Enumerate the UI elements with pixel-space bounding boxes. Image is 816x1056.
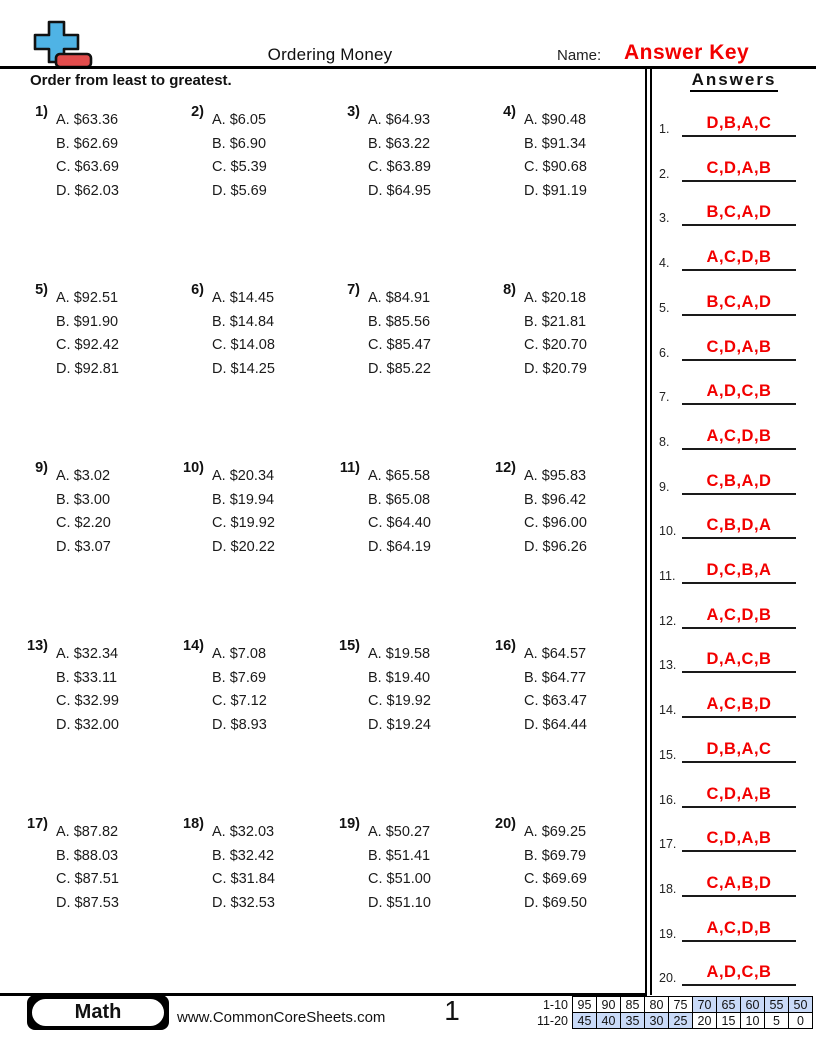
answer-value: D,B,A,C xyxy=(682,114,796,137)
problem-options xyxy=(212,100,267,203)
problem-option: B. $32.42 xyxy=(212,847,275,864)
problem-option: C. $5.39 xyxy=(212,159,267,175)
problem-option: C. $31.84 xyxy=(212,871,275,887)
name-label: Name: xyxy=(557,47,602,64)
problem-option: A. $87.82 xyxy=(56,824,119,840)
page-number: 1 xyxy=(444,995,460,1026)
problem-number: 2) xyxy=(191,104,204,120)
answer-value: A,C,D,B xyxy=(682,919,796,942)
problem-number: 1) xyxy=(35,104,48,120)
problem-option: D. $92.81 xyxy=(56,360,119,377)
answer-number: 19. xyxy=(659,926,677,941)
answer-value: D,A,C,B xyxy=(682,650,796,673)
problem-option: D. $32.53 xyxy=(212,894,275,911)
answer-value: B,C,A,D xyxy=(682,293,796,316)
answer-value: C,D,A,B xyxy=(682,785,796,808)
answer-row xyxy=(652,550,816,584)
score-cell: 70 xyxy=(693,997,717,1013)
problem-block xyxy=(8,100,164,278)
answer-number: 7. xyxy=(659,390,670,405)
answer-value: A,D,C,B xyxy=(682,382,796,405)
answer-value: A,C,D,B xyxy=(682,606,796,629)
answer-value: C,D,A,B xyxy=(682,829,796,852)
problem-block xyxy=(8,456,164,634)
score-cell: 75 xyxy=(669,997,693,1013)
answer-row xyxy=(652,684,816,718)
problem-option: D. $5.69 xyxy=(212,182,267,199)
problem-option: D. $85.22 xyxy=(368,360,431,377)
problem-number: 15) xyxy=(339,638,360,654)
instruction-text: Order from least to greatest. xyxy=(30,72,232,89)
problem-option: B. $85.56 xyxy=(368,313,431,330)
problem-options xyxy=(212,812,275,915)
problem-block xyxy=(320,100,476,278)
answer-value: D,C,B,A xyxy=(682,561,796,584)
answer-row xyxy=(652,952,816,986)
problem-number: 6) xyxy=(191,282,204,298)
problem-block xyxy=(476,812,632,990)
problem-number: 3) xyxy=(347,104,360,120)
problem-option: D. $64.19 xyxy=(368,538,431,555)
problem-option: B. $65.08 xyxy=(368,491,431,508)
problem-option: A. $64.57 xyxy=(524,646,587,662)
answer-number: 12. xyxy=(659,613,677,628)
answer-number: 8. xyxy=(659,434,670,449)
problem-option: C. $63.89 xyxy=(368,159,431,175)
problem-option: A. $69.25 xyxy=(524,824,587,840)
problem-option: B. $88.03 xyxy=(56,847,119,864)
score-cell: 25 xyxy=(669,1013,693,1029)
page-title: Ordering Money xyxy=(267,45,393,64)
problem-options xyxy=(524,812,587,915)
problem-number: 12) xyxy=(495,460,516,476)
answer-value: C,D,A,B xyxy=(682,159,796,182)
problem-option: C. $7.12 xyxy=(212,693,267,709)
problem-number: 14) xyxy=(183,638,204,654)
problem-option: D. $20.22 xyxy=(212,538,275,555)
problem-option: B. $69.79 xyxy=(524,847,587,864)
problem-options xyxy=(56,100,119,203)
problem-option: B. $19.40 xyxy=(368,669,431,686)
problem-number: 19) xyxy=(339,816,360,832)
problem-block xyxy=(8,634,164,812)
problem-option: C. $69.69 xyxy=(524,871,587,887)
problem-number: 10) xyxy=(183,460,204,476)
answer-number: 10. xyxy=(659,524,677,539)
problem-option: B. $21.81 xyxy=(524,313,587,330)
score-cell: 20 xyxy=(693,1013,717,1029)
subject-badge xyxy=(27,995,169,1030)
answer-value: D,B,A,C xyxy=(682,740,796,763)
problem-block xyxy=(164,456,320,634)
problem-number: 20) xyxy=(495,816,516,832)
answers-header xyxy=(652,70,816,90)
problem-option: A. $90.48 xyxy=(524,112,587,128)
problem-option: C. $2.20 xyxy=(56,515,111,531)
answer-row xyxy=(652,416,816,450)
problem-option: C. $85.47 xyxy=(368,337,431,353)
problem-option: B. $14.84 xyxy=(212,313,275,330)
problem-block xyxy=(164,100,320,278)
answers-divider-line xyxy=(645,66,652,995)
score-cell: 30 xyxy=(645,1013,669,1029)
answer-row xyxy=(652,192,816,226)
problem-option: C. $20.70 xyxy=(524,337,587,353)
score-cell: 35 xyxy=(621,1013,645,1029)
score-cell: 50 xyxy=(789,997,813,1013)
answer-number: 15. xyxy=(659,747,677,762)
problem-number: 5) xyxy=(35,282,48,298)
problem-option: A. $19.58 xyxy=(368,646,431,662)
problem-option: A. $20.18 xyxy=(524,290,587,306)
answer-key-value: Answer Key xyxy=(624,41,750,64)
answer-row xyxy=(652,327,816,361)
problem-option: A. $7.08 xyxy=(212,646,267,662)
problem-option: D. $64.95 xyxy=(368,182,431,199)
answer-row xyxy=(652,282,816,316)
problem-option: D. $87.53 xyxy=(56,894,119,911)
problem-option: A. $63.36 xyxy=(56,112,119,128)
problem-number: 8) xyxy=(503,282,516,298)
answer-row xyxy=(652,863,816,897)
answer-number: 5. xyxy=(659,300,670,315)
answer-number: 14. xyxy=(659,703,677,718)
problem-option: C. $14.08 xyxy=(212,337,275,353)
score-cell: 10 xyxy=(741,1013,765,1029)
answer-number: 13. xyxy=(659,658,677,673)
problem-option: B. $33.11 xyxy=(56,669,118,686)
problem-option: C. $63.47 xyxy=(524,693,587,709)
problem-options xyxy=(368,100,431,203)
problem-option: B. $91.90 xyxy=(56,313,119,330)
answer-value: A,C,D,B xyxy=(682,248,796,271)
problem-option: A. $50.27 xyxy=(368,824,431,840)
problem-options xyxy=(212,634,267,737)
score-cell: 90 xyxy=(597,997,621,1013)
answer-number: 4. xyxy=(659,256,670,271)
problem-option: D. $20.79 xyxy=(524,360,587,377)
problem-option: C. $19.92 xyxy=(212,515,275,531)
answer-row xyxy=(652,729,816,763)
answer-row xyxy=(652,639,816,673)
problem-option: B. $63.22 xyxy=(368,135,431,152)
problem-block xyxy=(320,278,476,456)
score-cell: 45 xyxy=(573,1013,597,1029)
problem-block xyxy=(164,278,320,456)
answer-value: C,B,D,A xyxy=(682,516,796,539)
answer-row xyxy=(652,774,816,808)
answer-row xyxy=(652,595,816,629)
problem-options xyxy=(56,456,111,559)
problem-option: B. $62.69 xyxy=(56,135,119,152)
score-table xyxy=(537,996,813,1029)
problem-option: B. $96.42 xyxy=(524,491,587,508)
problem-block xyxy=(320,812,476,990)
problem-option: A. $20.34 xyxy=(212,468,275,484)
problem-block xyxy=(8,812,164,990)
problem-options xyxy=(524,456,587,559)
answer-row xyxy=(652,461,816,495)
problem-option: C. $87.51 xyxy=(56,871,119,887)
problem-block xyxy=(320,456,476,634)
problem-options xyxy=(368,456,431,559)
website-url: www.CommonCoreSheets.com xyxy=(177,1009,386,1026)
answer-number: 16. xyxy=(659,792,677,807)
problem-number: 11) xyxy=(339,460,360,476)
problem-option: B. $19.94 xyxy=(212,491,275,508)
problem-number: 13) xyxy=(27,638,48,654)
problem-block xyxy=(8,278,164,456)
problem-option: C. $19.92 xyxy=(368,693,431,709)
problem-option: D. $32.00 xyxy=(56,716,119,733)
problem-options xyxy=(368,812,431,915)
problem-option: D. $51.10 xyxy=(368,894,431,911)
problem-option: C. $92.42 xyxy=(56,337,119,353)
answer-value: C,D,A,B xyxy=(682,338,796,361)
problem-option: B. $7.69 xyxy=(212,669,267,686)
answer-number: 20. xyxy=(659,971,677,986)
answers-title: Answers xyxy=(690,70,779,92)
problem-option: D. $96.26 xyxy=(524,538,587,555)
answer-row xyxy=(652,148,816,182)
problem-block xyxy=(476,100,632,278)
problem-option: A. $65.58 xyxy=(368,468,431,484)
problem-option: B. $6.90 xyxy=(212,135,267,152)
answer-row xyxy=(652,371,816,405)
answer-number: 2. xyxy=(659,166,670,181)
problem-option: A. $6.05 xyxy=(212,112,267,128)
score-cell: 0 xyxy=(789,1013,813,1029)
problem-option: A. $64.93 xyxy=(368,112,431,128)
problem-number: 4) xyxy=(503,104,516,120)
problem-options xyxy=(368,634,431,737)
answer-value: C,A,B,D xyxy=(682,874,796,897)
problem-option: A. $3.02 xyxy=(56,468,111,484)
problem-block xyxy=(476,456,632,634)
answer-row xyxy=(652,103,816,137)
problem-options xyxy=(524,634,587,737)
problem-block xyxy=(476,634,632,812)
score-cell: 55 xyxy=(765,997,789,1013)
score-cell: 80 xyxy=(645,997,669,1013)
answer-number: 18. xyxy=(659,881,677,896)
score-range-label: 11-20 xyxy=(536,1013,568,1028)
problem-options xyxy=(524,278,587,381)
answer-row xyxy=(652,908,816,942)
problem-options xyxy=(368,278,431,381)
problem-option: D. $69.50 xyxy=(524,894,587,911)
problem-option: A. $32.34 xyxy=(56,646,119,662)
problem-option: B. $91.34 xyxy=(524,135,587,152)
problem-options xyxy=(56,812,119,915)
problem-option: B. $3.00 xyxy=(56,491,111,508)
problem-option: A. $84.91 xyxy=(368,290,431,306)
problem-options xyxy=(524,100,587,203)
problem-option: C. $63.69 xyxy=(56,159,119,175)
problem-option: C. $51.00 xyxy=(368,871,431,887)
problem-option: D. $64.44 xyxy=(524,716,587,733)
problem-block xyxy=(320,634,476,812)
answer-value: A,D,C,B xyxy=(682,963,796,986)
problem-options xyxy=(56,634,119,737)
problem-option: C. $64.40 xyxy=(368,515,431,531)
problem-block xyxy=(164,812,320,990)
problem-option: D. $62.03 xyxy=(56,182,119,199)
answer-value: C,B,A,D xyxy=(682,472,796,495)
problem-option: D. $3.07 xyxy=(56,538,111,555)
problem-option: D. $8.93 xyxy=(212,716,267,733)
problem-option: D. $19.24 xyxy=(368,716,431,733)
problems-grid xyxy=(8,100,636,990)
problem-option: C. $96.00 xyxy=(524,515,587,531)
score-cell: 95 xyxy=(573,997,597,1013)
problem-option: B. $64.77 xyxy=(524,669,587,686)
problem-option: A. $92.51 xyxy=(56,290,119,306)
score-cell: 60 xyxy=(741,997,765,1013)
problem-option: C. $32.99 xyxy=(56,693,119,709)
problem-option: A. $95.83 xyxy=(524,468,587,484)
problem-option: B. $51.41 xyxy=(368,847,431,864)
answer-value: A,C,D,B xyxy=(682,427,796,450)
problem-option: C. $90.68 xyxy=(524,159,587,175)
answer-number: 9. xyxy=(659,479,670,494)
score-cell: 85 xyxy=(621,997,645,1013)
problem-options xyxy=(212,278,275,381)
answer-row xyxy=(652,818,816,852)
problem-number: 7) xyxy=(347,282,360,298)
problem-block xyxy=(164,634,320,812)
answer-number: 1. xyxy=(659,122,670,136)
answer-row xyxy=(652,505,816,539)
problem-option: D. $14.25 xyxy=(212,360,275,377)
problem-block xyxy=(476,278,632,456)
answer-number: 11. xyxy=(659,569,676,583)
score-cell: 40 xyxy=(597,1013,621,1029)
subject-badge-label: Math xyxy=(32,999,164,1026)
score-cell: 5 xyxy=(765,1013,789,1029)
problem-option: A. $14.45 xyxy=(212,290,275,306)
score-cell: 15 xyxy=(717,1013,741,1029)
problem-option: D. $91.19 xyxy=(524,182,587,199)
answer-number: 3. xyxy=(659,211,670,226)
problem-number: 16) xyxy=(495,638,516,654)
answer-number: 17. xyxy=(659,837,677,852)
answer-value: A,C,B,D xyxy=(682,695,796,718)
score-cell: 65 xyxy=(717,997,741,1013)
answer-number: 6. xyxy=(659,345,670,360)
problem-options xyxy=(212,456,275,559)
header-divider-line xyxy=(0,66,816,69)
problem-option: A. $32.03 xyxy=(212,824,275,840)
answer-row xyxy=(652,237,816,271)
problem-options xyxy=(56,278,119,381)
problem-number: 9) xyxy=(35,460,48,476)
score-range-label: 1-10 xyxy=(542,997,568,1012)
problem-number: 18) xyxy=(183,816,204,832)
plus-minus-math-icon xyxy=(30,19,96,70)
answer-value: B,C,A,D xyxy=(682,203,796,226)
problem-number: 17) xyxy=(27,816,48,832)
